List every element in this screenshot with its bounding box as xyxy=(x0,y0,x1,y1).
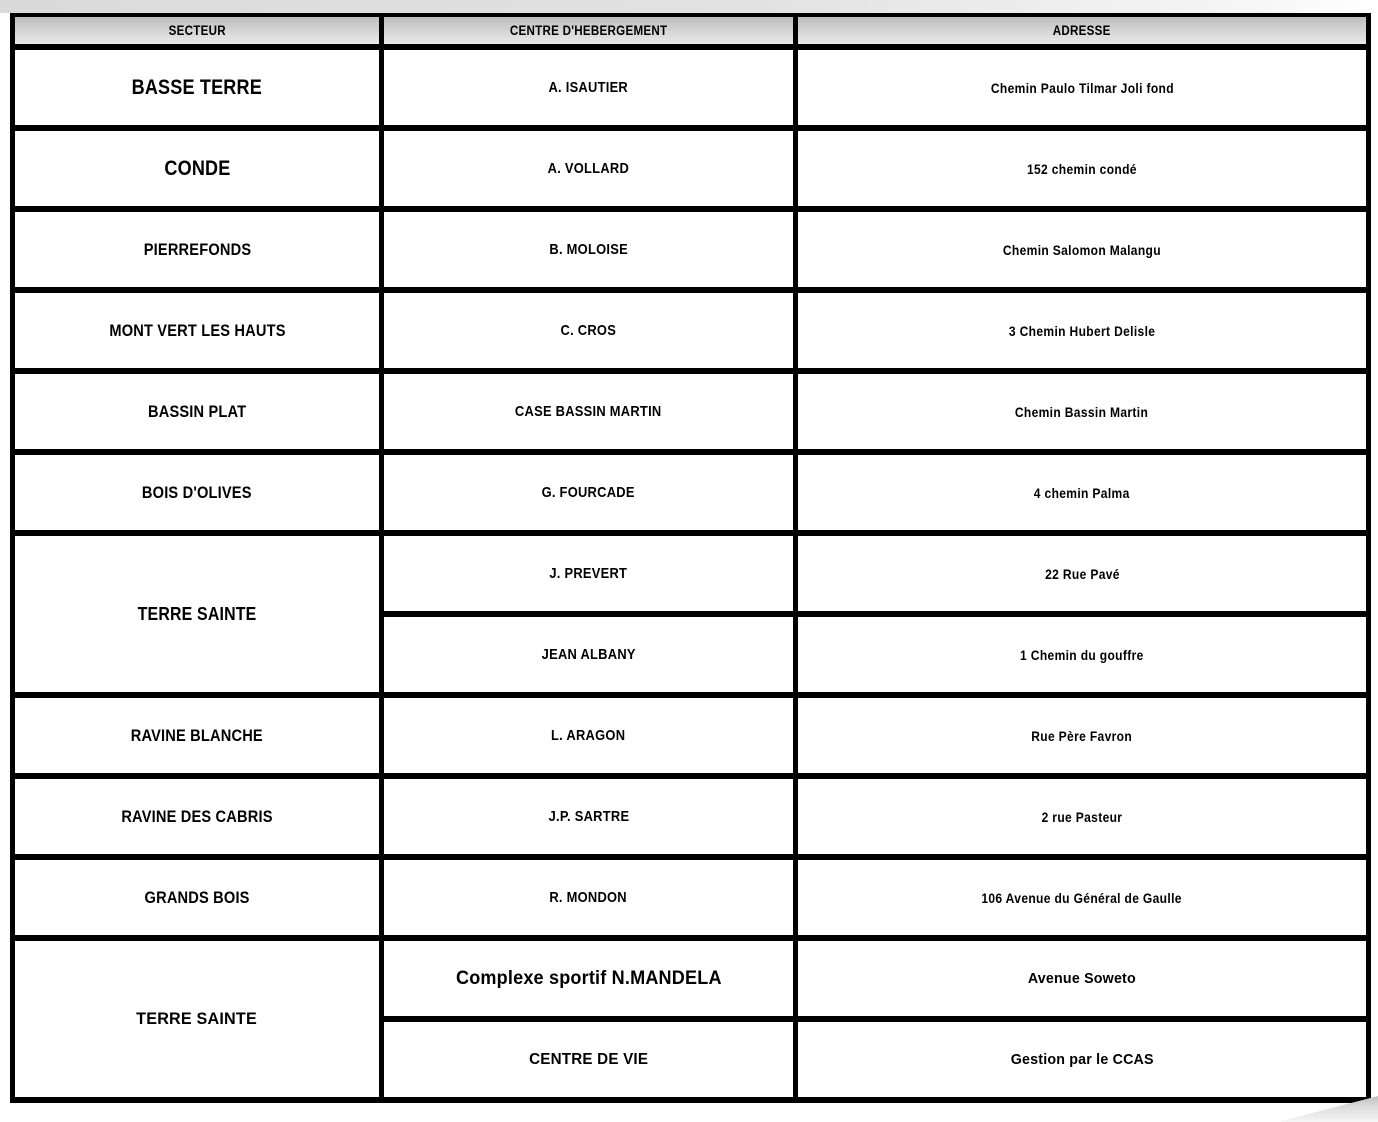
table-row xyxy=(13,776,1369,857)
centre-cell: B. MOLOISE xyxy=(382,209,796,290)
sector-cell: CONDE xyxy=(13,128,382,209)
adresse-cell: Gestion par le CCAS xyxy=(796,1019,1369,1100)
sector-cell: BASSE TERRE xyxy=(13,47,382,128)
centre-cell: L. ARAGON xyxy=(382,695,796,776)
adresse-cell: Avenue Soweto xyxy=(796,938,1369,1019)
sector-cell: RAVINE BLANCHE xyxy=(13,695,382,776)
adresse-cell: Chemin Paulo Tilmar Joli fond xyxy=(796,47,1369,128)
sector-cell: TERRE SAINTE xyxy=(13,938,382,1100)
centre-cell: A. ISAUTIER xyxy=(382,47,796,128)
centre-cell: R. MONDON xyxy=(382,857,796,938)
sector-cell: BASSIN PLAT xyxy=(13,371,382,452)
centre-cell: Complexe sportif N.MANDELA xyxy=(382,938,796,1019)
column-header-adresse: ADRESSE xyxy=(796,15,1369,47)
centre-cell: A. VOLLARD xyxy=(382,128,796,209)
table-row xyxy=(13,371,1369,452)
sector-cell: GRANDS BOIS xyxy=(13,857,382,938)
sector-cell: MONT VERT LES HAUTS xyxy=(13,290,382,371)
adresse-cell: Chemin Salomon Malangu xyxy=(796,209,1369,290)
centre-cell: J.P. SARTRE xyxy=(382,776,796,857)
table-row xyxy=(13,857,1369,938)
adresse-cell: 4 chemin Palma xyxy=(796,452,1369,533)
adresse-cell: 152 chemin condé xyxy=(796,128,1369,209)
sector-cell: TERRE SAINTE xyxy=(13,533,382,695)
data-table xyxy=(10,13,1371,1103)
table-row xyxy=(13,209,1369,290)
adresse-cell: 106 Avenue du Général de Gaulle xyxy=(796,857,1369,938)
table-row xyxy=(13,533,1369,614)
table-row xyxy=(13,452,1369,533)
centre-cell: CENTRE DE VIE xyxy=(382,1019,796,1100)
table-row xyxy=(13,290,1369,371)
page-top-edge xyxy=(0,0,1378,13)
table-row xyxy=(13,938,1369,1019)
table-row xyxy=(13,47,1369,128)
centre-cell: CASE BASSIN MARTIN xyxy=(382,371,796,452)
adresse-cell: Chemin Bassin Martin xyxy=(796,371,1369,452)
adresse-cell: 22 Rue Pavé xyxy=(796,533,1369,614)
column-header-centre: CENTRE D'HEBERGEMENT xyxy=(382,15,796,47)
adresse-cell: 1 Chemin du gouffre xyxy=(796,614,1369,695)
table-row xyxy=(13,695,1369,776)
adresse-cell: 3 Chemin Hubert Delisle xyxy=(796,290,1369,371)
centre-cell: JEAN ALBANY xyxy=(382,614,796,695)
adresse-cell: Rue Père Favron xyxy=(796,695,1369,776)
sector-cell: PIERREFONDS xyxy=(13,209,382,290)
column-header-secteur: SECTEUR xyxy=(13,15,382,47)
centre-cell: G. FOURCADE xyxy=(382,452,796,533)
table-header-row xyxy=(13,15,1369,47)
sector-cell: RAVINE DES CABRIS xyxy=(13,776,382,857)
sector-cell: BOIS D'OLIVES xyxy=(13,452,382,533)
table-row xyxy=(13,128,1369,209)
centre-cell: J. PREVERT xyxy=(382,533,796,614)
adresse-cell: 2 rue Pasteur xyxy=(796,776,1369,857)
centre-cell: C. CROS xyxy=(382,290,796,371)
